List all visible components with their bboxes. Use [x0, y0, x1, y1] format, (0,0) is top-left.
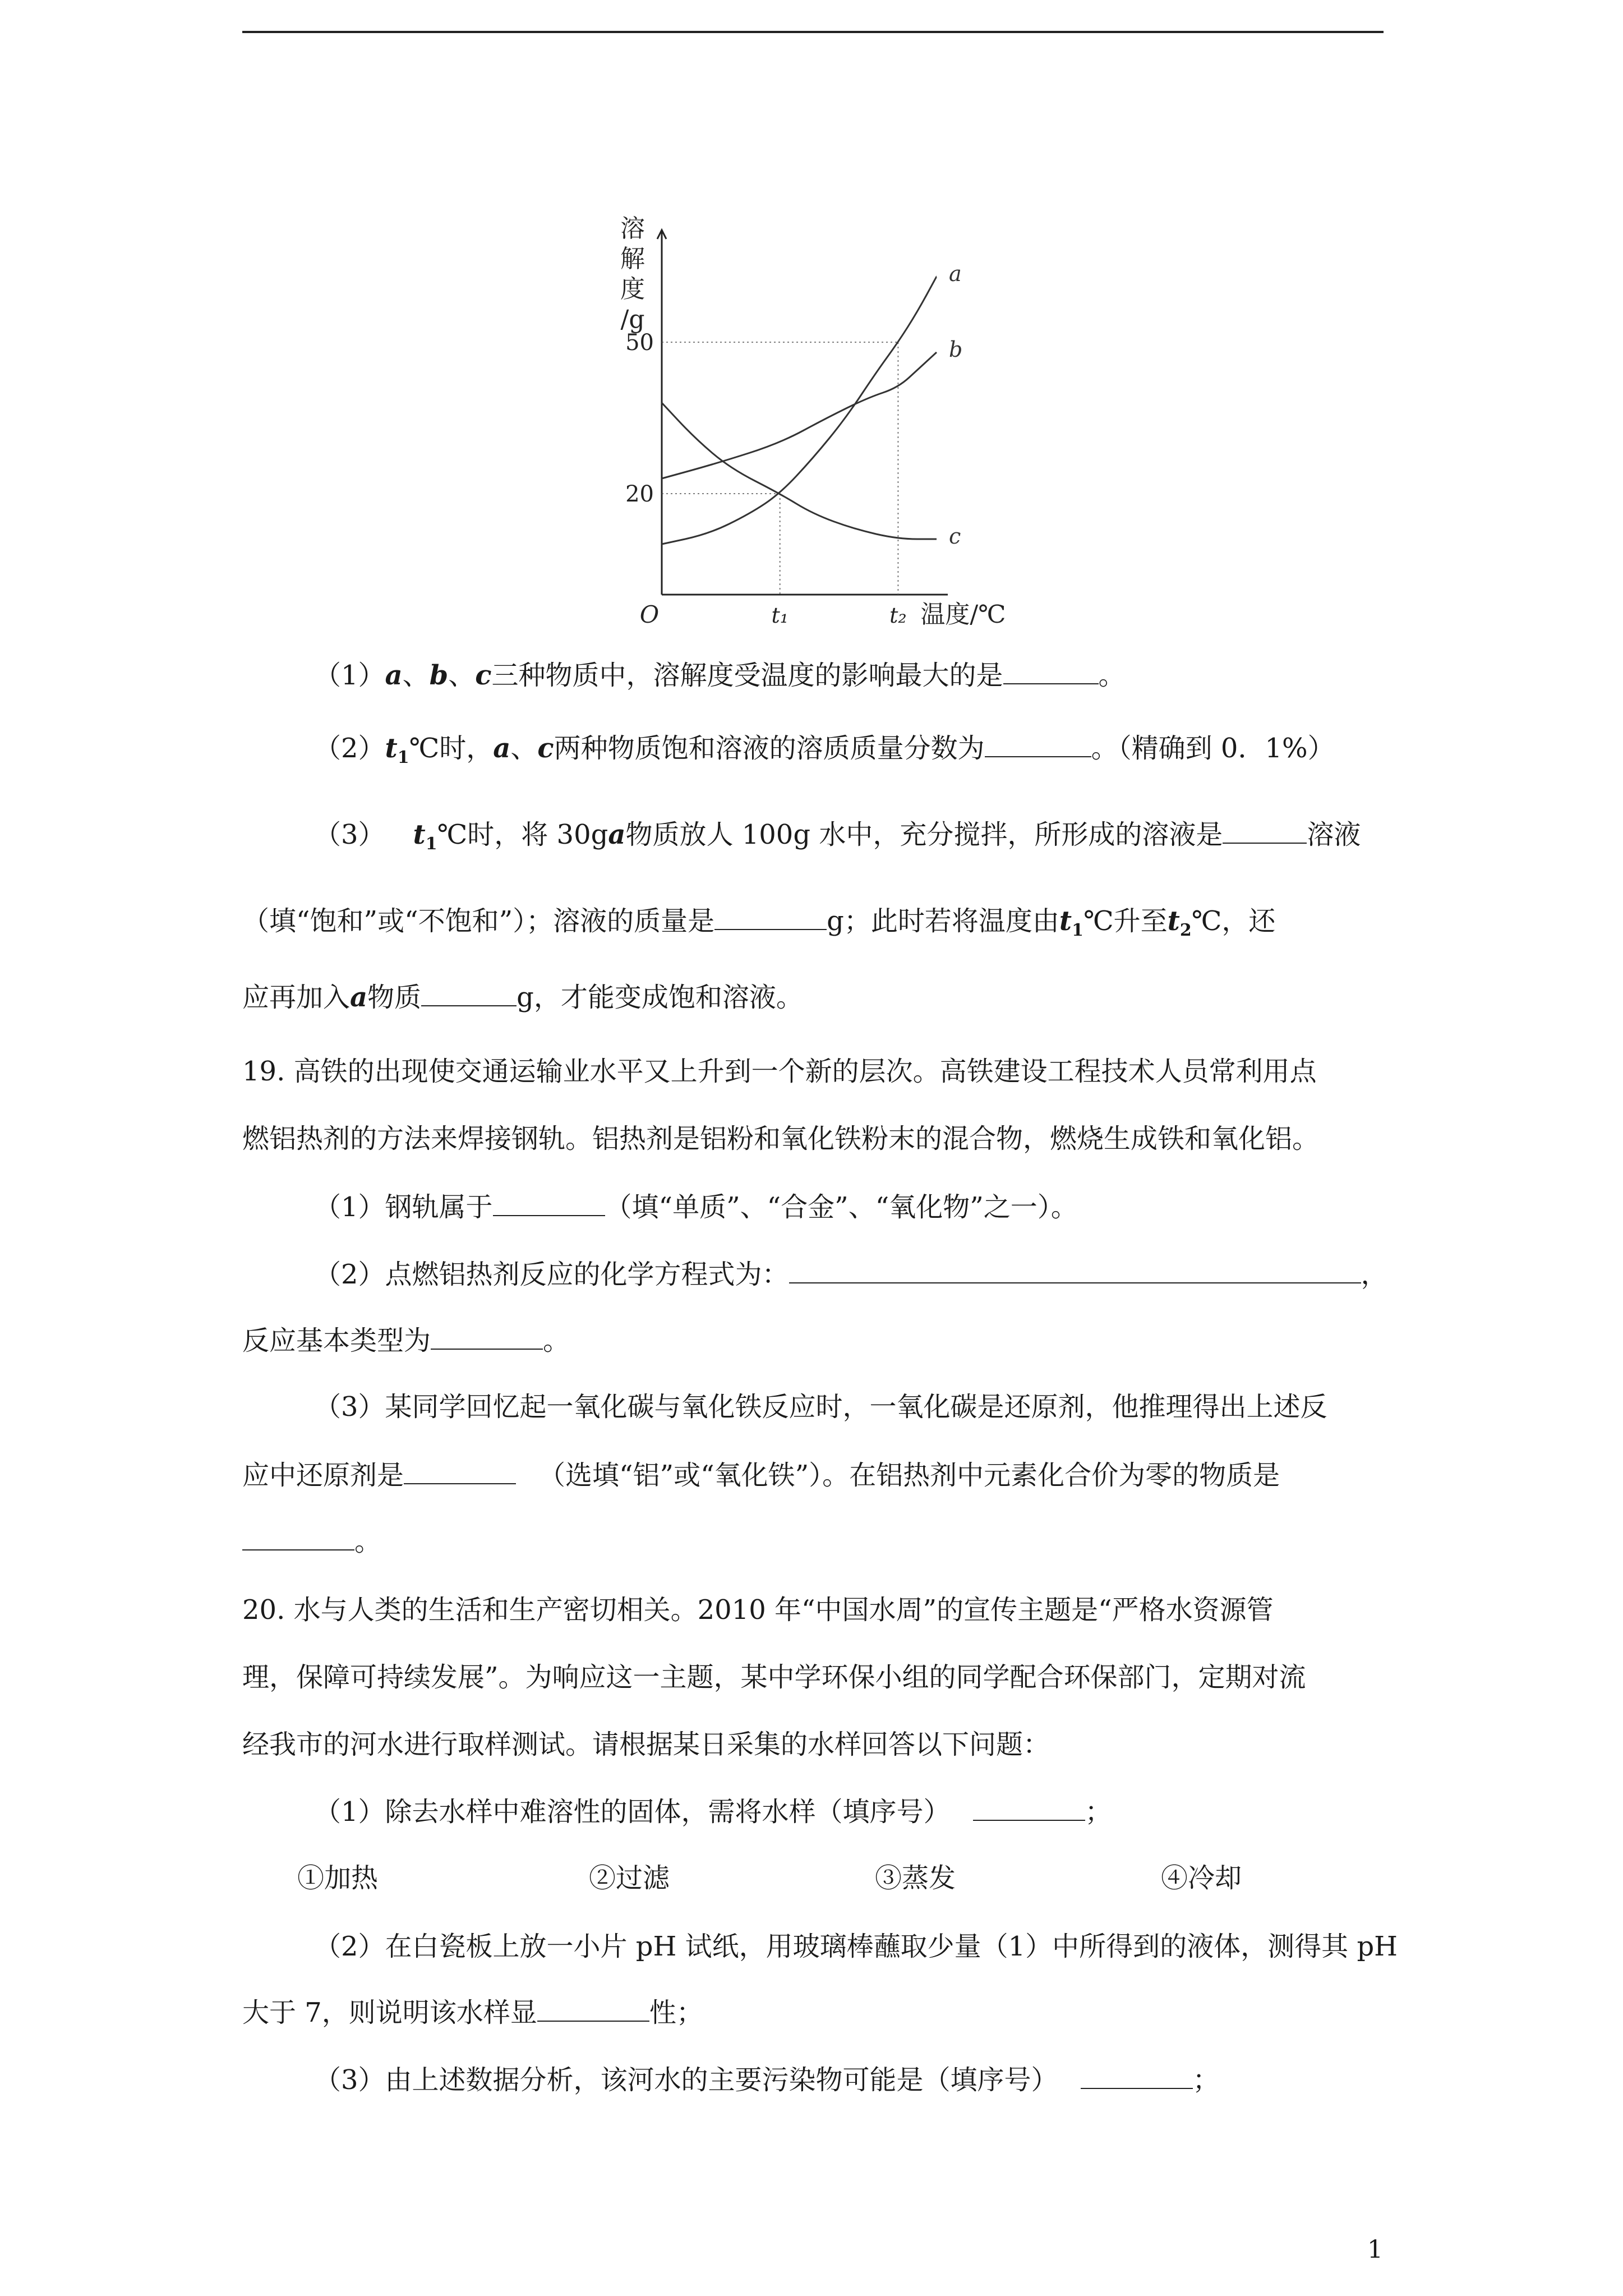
q19-part1: （1）钢轨属于 （填“单质”、“合金”、“氧化物”之一）。 — [314, 1191, 1078, 1223]
answer-blank[interactable] — [973, 1797, 1085, 1821]
q20-options — [0, 1860, 1623, 1896]
series-curve-a — [662, 277, 937, 544]
answer-blank[interactable] — [431, 1326, 543, 1350]
q18-part3: （3） $t_1℃$时，将 30ga物质放人 100g 水中，充分搅拌，所形成的溶液是 溶液 — [314, 819, 1361, 854]
answer-blank[interactable] — [493, 1193, 605, 1216]
y-tick-label: 20 — [625, 481, 654, 507]
q20-stem-line1: 20. 水与人类的生活和生产密切相关。2010 年“中国水周”的宣传主题是“严格水资源管 — [242, 1594, 1274, 1626]
q20-part3: （3）由上述数据分析，该河水的主要污染物可能是（填序号） ； — [314, 2064, 1220, 2096]
y-axis-label: 解 — [620, 245, 645, 273]
q18-part1: （1）a、b、c三种物质中，溶解度受温度的影响最大的是 。 — [314, 660, 1126, 691]
answer-blank[interactable] — [1081, 2065, 1193, 2089]
q20-part1: （1）除去水样中难溶性的固体，需将水样（填序号） ； — [314, 1796, 1112, 1828]
q19-part3-line2: 应中还原剂是 （选填“铝”或“氧化铁”）。在铝热剂中元素化合价为零的物质是 — [242, 1460, 1280, 1491]
x-tick-label: t₂ — [889, 603, 907, 628]
series-label-c: c — [949, 524, 961, 549]
answer-blank[interactable] — [985, 734, 1091, 757]
answer-blank[interactable] — [421, 983, 517, 1006]
q19-part3-line1: （3）某同学回忆起一氧化碳与氧化铁反应时，一氧化碳是还原剂，他推理得出上述反 — [314, 1391, 1327, 1423]
q19-part3-line3: 。 — [242, 1524, 381, 1559]
option-1[interactable]: ①加热 — [297, 1862, 379, 1894]
series-label-b: b — [949, 337, 963, 362]
q18-part3-line2: （填“饱和”或“不饱和”）；溶液的质量是 g；此时若将温度由$t_1℃$升至$t_2℃$，还 — [242, 905, 1276, 940]
option-4[interactable]: ④冷却 — [1161, 1862, 1242, 1894]
solubility-chart — [594, 208, 1009, 634]
q18-part2: $(2)t_1℃$时，a、c两种物质饱和溶液的溶质质量分数为 。（精确到 0．1%） — [314, 733, 1335, 767]
q19-part2: （2）点燃铝热剂反应的化学方程式为： ， — [314, 1259, 1388, 1290]
y-tick-label: 50 — [625, 330, 654, 356]
y-axis-label: 度 — [620, 275, 645, 303]
answer-blank[interactable] — [714, 907, 827, 930]
header-rule — [242, 31, 1384, 33]
answer-blank[interactable] — [1223, 820, 1307, 844]
q19-stem-line1: 19. 高铁的出现使交通运输业水平又上升到一个新的层次。高铁建设工程技术人员常利用点 — [242, 1056, 1317, 1087]
answer-blank[interactable] — [537, 1998, 649, 2022]
series-label-a: a — [949, 261, 962, 286]
answer-blank[interactable] — [404, 1461, 516, 1484]
page-number: 1 — [1367, 2235, 1383, 2264]
q19-stem-line2: 燃铝热剂的方法来焊接钢轨。铝热剂是铝粉和氧化铁粉末的混合物，燃烧生成铁和氧化铝。 — [242, 1123, 1320, 1154]
option-2[interactable]: ②过滤 — [589, 1862, 670, 1894]
answer-blank[interactable] — [789, 1260, 1361, 1283]
origin-label: O — [639, 601, 660, 628]
q20-stem-line3: 经我市的河水进行取样测试。请根据某日采集的水样回答以下问题： — [242, 1729, 1050, 1760]
answer-blank[interactable] — [1003, 661, 1099, 684]
q20-stem-line2: 理，保障可持续发展”。为响应这一主题，某中学环保小组的同学配合环保部门，定期对流 — [242, 1662, 1306, 1693]
q19-part2-line2: 反应基本类型为 。 — [242, 1325, 570, 1356]
q20-part2-line1: （2）在白瓷板上放一小片 pH 试纸，用玻璃棒蘸取少量（1）中所得到的液体，测得其 pH — [314, 1931, 1398, 1962]
option-3[interactable]: ③蒸发 — [875, 1862, 956, 1894]
y-axis-label: 溶 — [620, 214, 645, 243]
answer-blank[interactable] — [242, 1527, 354, 1550]
x-tick-label: t₁ — [771, 603, 789, 628]
series-curve-c — [662, 403, 937, 539]
q18-part3-line3: 应再加入a物质 g，才能变成饱和溶液。 — [242, 982, 803, 1013]
x-axis-label: 温度/℃ — [920, 600, 1006, 629]
series-curve-b — [662, 352, 937, 478]
q20-part2-line2: 大于 7，则说明该水样显 性； — [242, 1997, 703, 2028]
y-axis-label: /g — [620, 305, 645, 334]
